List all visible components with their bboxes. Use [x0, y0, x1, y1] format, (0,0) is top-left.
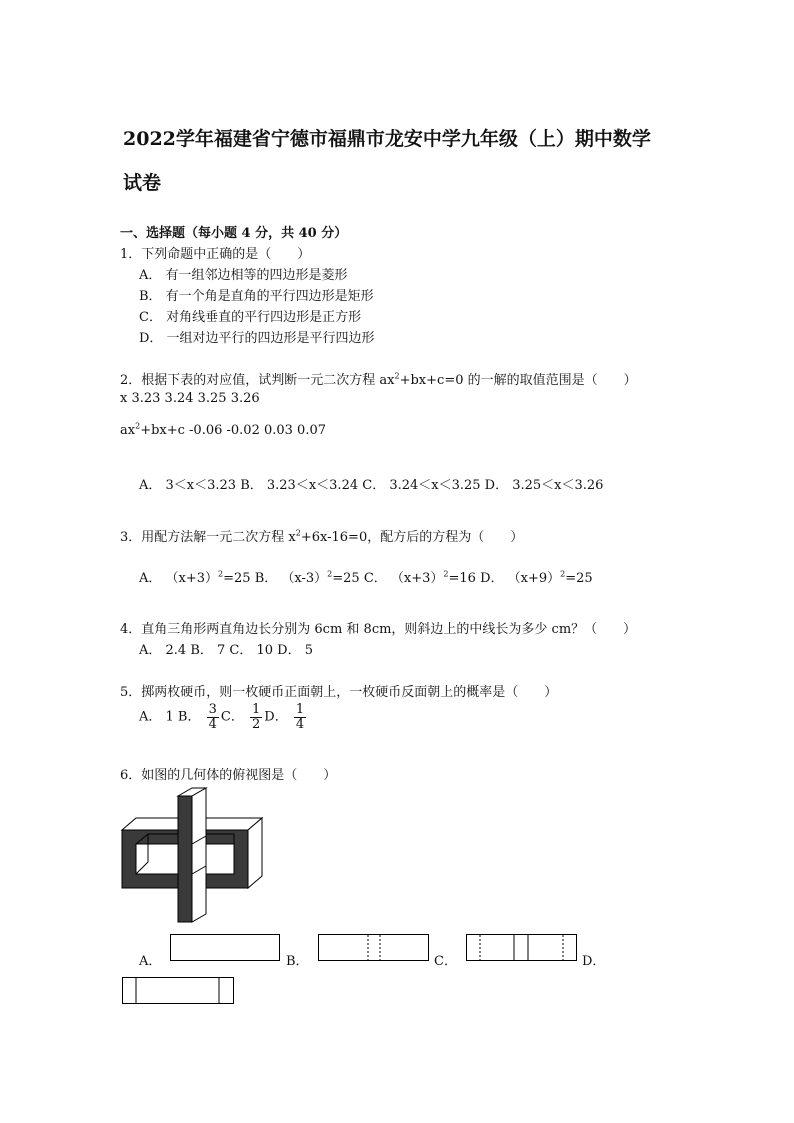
- page-title: 2022学年福建省宁德市福鼎市龙安中学九年级（上）期中数学: [123, 128, 651, 150]
- question-6-label-b: B．: [286, 954, 309, 969]
- question-2-table-row-x: x 3.23 3.24 3.25 3.26: [120, 391, 260, 406]
- question-1-option-b: B． 有一个角是直角的平行四边形是矩形: [139, 289, 374, 304]
- question-2-options: A． 3＜x＜3.23 B． 3.23＜x＜3.24 C． 3.24＜x＜3.25 D． 3.25＜x＜3.26: [139, 478, 604, 493]
- question-2-table-row-y: $ax^2+bx+c$ -0.06 -0.02 0.03 0.07: [120, 421, 327, 438]
- page-title-continued: 试卷: [123, 172, 162, 194]
- option-a-rectangle: [170, 934, 280, 961]
- question-1-option-a: A． 有一组邻边相等的四边形是菱形: [139, 268, 348, 283]
- question-2-stem: 2．根据下表的对应值，试判断一元二次方程 $ax^2+bx+c=0$ 的一解的取值范围是（ ）: [120, 371, 637, 388]
- question-5-options: A． 1 B． $\frac{3}{4}$ C． $\frac{1}{2}$ D． $\frac{1}{4}$: [139, 702, 305, 732]
- question-6-label-c: C．: [434, 954, 457, 969]
- question-5-stem: 5．掷两枚硬币，则一枚硬币正面朝上，一枚硬币反面朝上的概率是（ ）: [120, 685, 558, 700]
- section-heading: 一、选择题（每小题 4 分，共 40 分）: [120, 226, 348, 241]
- option-d-rectangle: [122, 977, 234, 1004]
- question-3-options: A． $(x+3)^2=25$ B． $(x-3)^2=25$ C． $(x+3)^2=16$ D． $(x+9)^2=25$: [139, 569, 593, 586]
- option-b-rectangle: [318, 934, 429, 961]
- option-c-rectangle: [466, 934, 577, 961]
- question-1-option-c: C． 对角线垂直的平行四边形是正方形: [139, 310, 362, 325]
- question-4-stem: 4．直角三角形两直角边长分别为 6cm 和 8cm，则斜边上的中线长为多少 cm？（ ）: [120, 622, 637, 637]
- question-6-label-a: A．: [139, 954, 162, 969]
- question-1-option-d: D． 一组对边平行的四边形是平行四边形: [139, 331, 375, 346]
- question-1-stem: 1．下列命题中正确的是（ ）: [120, 247, 311, 262]
- question-4-options: A． 2.4 B． 7 C． 10 D． 5: [139, 643, 313, 658]
- fraction-c: $\frac{1}{2}$: [252, 702, 261, 732]
- fraction-b: $\frac{3}{4}$: [208, 702, 217, 732]
- question-6-label-d: D．: [582, 954, 606, 969]
- question-3-stem: 3．用配方法解一元二次方程 $x^2+6x-16=0$，配方后的方程为（ ）: [120, 528, 524, 545]
- geometry-solid-figure: [118, 786, 278, 926]
- fraction-d: $\frac{1}{4}$: [295, 702, 305, 732]
- question-6-stem: 6．如图的几何体的俯视图是（ ）: [120, 768, 337, 783]
